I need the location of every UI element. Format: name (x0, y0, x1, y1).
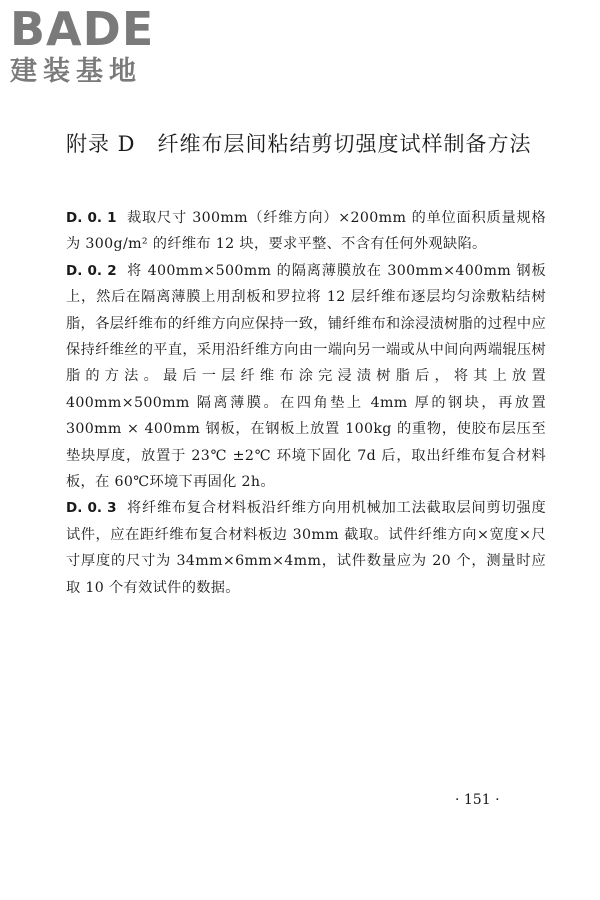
clause-d-0-2 (66, 258, 546, 496)
watermark-logo (10, 2, 175, 88)
clause-text: 将 400mm×500mm 的隔离薄膜放在 300mm×400mm 钢板上，然后在隔离薄膜上用刮板和罗拉将 12 层纤维布逐层均匀涂敷粘结树脂，各层纤维布的纤维方向应保持一致，铺纤维布和涂浸渍树脂的过程中应保持纤维丝的平直，采用沿纤维方向由一端向另一端或从中间向两端辊压树脂的方法。最后一层纤维布涂完浸渍树脂后，将其上放置 400mm×500mm 隔离薄膜。在四角垫上 4mm 厚的钢块，再放置 300mm × 400mm 钢板，在钢板上放置 100kg 的重物，使胶布层压至垫块厚度，放置于 23℃ ±2℃ 环境下固化 7d 后，取出纤维布复合材料板，在 60℃环境下再固化 2h。 (66, 262, 547, 491)
clause-id: D. 0. 1 (66, 210, 117, 226)
logo-subtitle: 建装基地 (10, 56, 142, 87)
page-number: · 151 · (455, 792, 500, 808)
clause-text: 裁取尺寸 300mm（纤维方向）×200mm 的单位面积质量规格为 300g/m² 的纤维布 12 块，要求平整、不含有任何外观缺陷。 (66, 210, 546, 253)
clause-text: 将纤维布复合材料板沿纤维方向用机械加工法截取层间剪切强度试件，应在距纤维布复合材料板边 30mm 截取。试件纤维方向×宽度×尺寸厚度的尺寸为 34mm×6mm×4mm，试件数量应为 20 个，测量时应取 10 个有效试件的数据。 (66, 500, 546, 596)
clause-id: D. 0. 3 (66, 500, 117, 517)
clause-d-0-3 (66, 495, 546, 601)
clause-list (66, 205, 546, 601)
logo-brand-text: BADE (10, 2, 155, 56)
clause-d-0-1 (66, 205, 546, 258)
clause-id: D. 0. 2 (66, 262, 117, 279)
appendix-title: 附录 D 纤维布层间粘结剪切强度试样制备方法 (66, 132, 532, 156)
